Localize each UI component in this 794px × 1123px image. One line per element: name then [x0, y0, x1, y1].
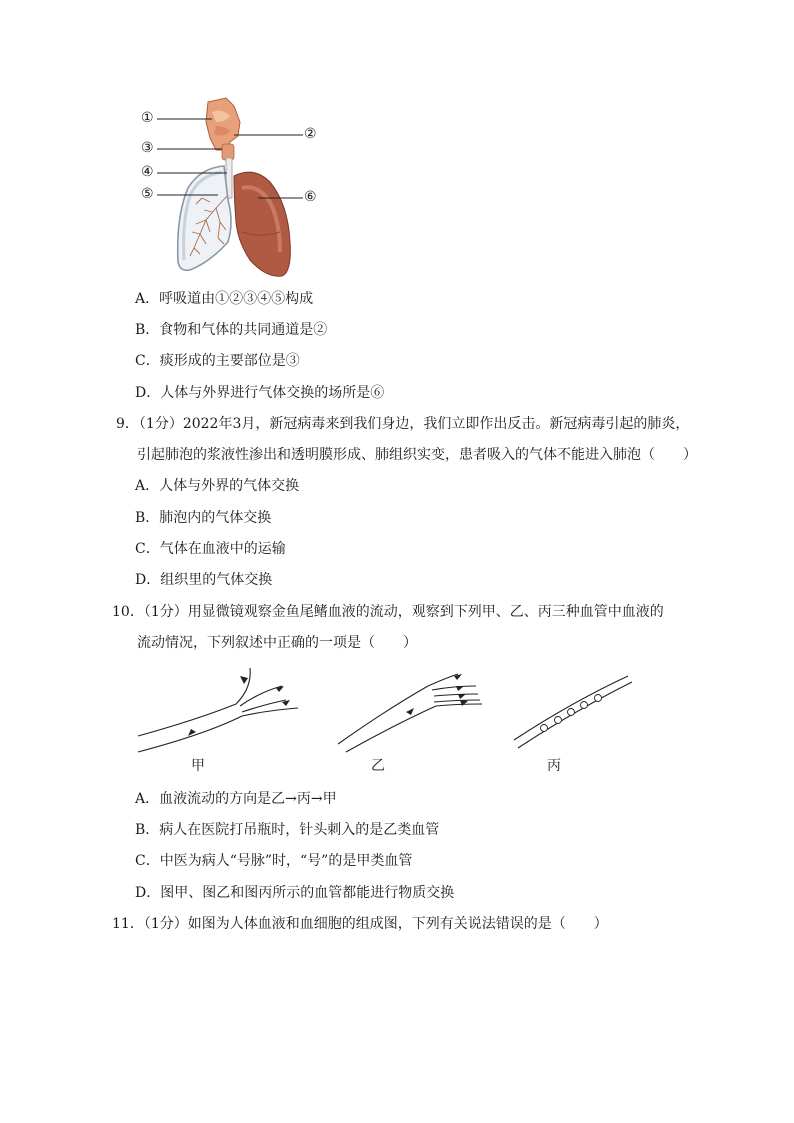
figure-label-2: ② [304, 126, 317, 142]
figure-label-1: ① [141, 110, 154, 126]
q9-stem-line1: 9．（1分）2022年3月，新冠病毒来到我们身边，我们立即作出反击。新冠病毒引起的肺炎， [116, 416, 690, 432]
figure-label-3: ③ [141, 140, 154, 156]
arrow-icon [406, 708, 414, 715]
q9-stem-line2: 引起肺泡的浆液性渗出和透明膜形成、肺组织实变，患者吸入的气体不能进入肺泡（ ） [137, 447, 697, 463]
respiratory-system-figure [130, 92, 340, 282]
q11-stem-line1: 11．（1分）如图为人体血液和血细胞的组成图，下列有关说法错误的是（ ） [112, 916, 608, 932]
q8-option-b: B．食物和气体的共同通道是② [135, 322, 328, 338]
q9-option-d: D．组织里的气体交换 [135, 572, 273, 588]
vessel-label-bing: 丙 [547, 758, 561, 774]
q9-option-b: B．肺泡内的气体交换 [135, 510, 272, 526]
arrow-icon [456, 686, 464, 691]
vessel-figure-bing [512, 672, 636, 752]
vessel-label-yi: 乙 [371, 758, 385, 774]
arrow-icon [460, 700, 468, 706]
vessel-figure-yi [336, 664, 486, 756]
q10-stem-line2: 流动情况，下列叙述中正确的一项是（ ） [137, 635, 417, 651]
figure-label-4: ④ [141, 164, 154, 180]
vessel-label-jia: 甲 [191, 758, 205, 774]
q9-option-a: A．人体与外界的气体交换 [135, 478, 300, 494]
q10-option-a: A．血液流动的方向是乙→丙→甲 [135, 791, 337, 807]
q10-option-d: D．图甲、图乙和图丙所示的血管都能进行物质交换 [135, 885, 455, 901]
q10-option-c: C．中医为病人“号脉”时，“号”的是甲类血管 [135, 853, 413, 869]
q9-option-c: C．气体在血液中的运输 [135, 541, 286, 557]
figure-label-5: ⑤ [141, 186, 154, 202]
q8-option-d: D．人体与外界进行气体交换的场所是⑥ [135, 385, 385, 401]
arrow-icon [458, 694, 466, 699]
figure-label-6: ⑥ [304, 189, 317, 205]
arrow-icon [240, 676, 248, 684]
q10-stem-line1: 10．（1分）用显微镜观察金鱼尾鳍血液的流动，观察到下列甲、乙、丙三种血管中血液的 [112, 604, 664, 620]
vessel-figure-jia [136, 664, 306, 756]
q8-option-a: A．呼吸道由①②③④⑤构成 [135, 291, 314, 307]
q10-option-b: B．病人在医院打吊瓶时，针头刺入的是乙类血管 [135, 822, 440, 838]
q8-option-c: C．痰形成的主要部位是③ [135, 353, 300, 369]
